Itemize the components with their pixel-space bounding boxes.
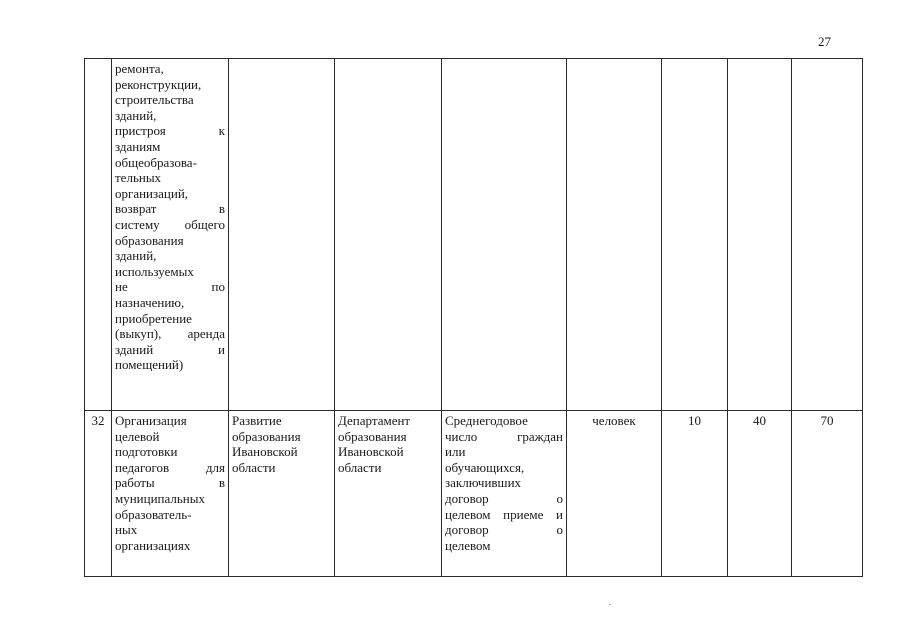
cell-text-line: муниципальных <box>115 490 206 506</box>
indicator-lines <box>445 413 563 553</box>
cell-text-line: Департамент <box>338 413 411 428</box>
cell-text-line: или <box>445 444 466 460</box>
cell-text-line: зданий, <box>115 248 157 264</box>
cell-text-line: зданий, <box>115 107 157 123</box>
cell-text-line: Организация <box>115 413 187 428</box>
cell-text-line: зданий и <box>115 341 225 357</box>
activity-lines-continuation <box>115 61 225 373</box>
cell-text-line: Развитие <box>232 413 282 428</box>
cell-activity <box>112 411 229 577</box>
cell-text-line: приобретение <box>115 310 192 326</box>
cell-number-empty <box>85 59 112 411</box>
cell-text-line: образования <box>232 428 301 444</box>
cell-row-number: 32 <box>85 411 112 577</box>
cell-text-line: ных <box>115 522 138 538</box>
cell-program <box>229 411 335 577</box>
cell-text-line: возврат в <box>115 201 225 217</box>
cell-text-line: Среднегодовое <box>445 413 528 428</box>
table-row-continuation <box>85 59 863 411</box>
cell-text-line: области <box>338 459 382 475</box>
cell-indicator <box>442 411 567 577</box>
cell-text-line: назначению, <box>115 294 185 310</box>
program-table <box>84 58 863 577</box>
cell-indicator-empty <box>442 59 567 411</box>
cell-value-3: 70 <box>792 411 863 577</box>
cell-text-line: целевом приеме и <box>445 506 563 522</box>
cell-executor <box>335 411 442 577</box>
scan-speck <box>609 604 611 605</box>
table-row-32 <box>85 411 863 577</box>
cell-text-line: образователь- <box>115 506 192 522</box>
cell-text-line: помещений) <box>115 357 184 373</box>
cell-value-3-empty <box>792 59 863 411</box>
cell-text-line: зданиям <box>115 138 161 154</box>
cell-text-line: Ивановской <box>232 444 298 460</box>
cell-text-line: образования <box>338 428 407 444</box>
cell-text-line: области <box>232 459 276 475</box>
cell-text-line: образования <box>115 232 184 248</box>
cell-text-line: (выкуп), аренда <box>115 326 225 342</box>
cell-program-empty <box>229 59 335 411</box>
cell-text-line: число граждан <box>445 428 563 444</box>
cell-text-line: подготовки <box>115 444 178 460</box>
program-lines <box>232 413 331 475</box>
cell-text-line: работы в <box>115 475 225 491</box>
cell-text-line: ремонта, <box>115 61 164 76</box>
cell-text-line: педагогов для <box>115 459 225 475</box>
cell-text-line: целевой <box>115 428 160 444</box>
cell-executor-empty <box>335 59 442 411</box>
cell-text-line: обучающихся, <box>445 459 525 475</box>
cell-value-2: 40 <box>728 411 792 577</box>
cell-text-line: организациях <box>115 537 191 553</box>
executor-lines <box>338 413 438 475</box>
cell-text-line: не по <box>115 279 225 295</box>
cell-text-line: общеобразова- <box>115 154 197 170</box>
cell-value-1-empty <box>662 59 728 411</box>
cell-text-line: пристроя к <box>115 123 225 139</box>
cell-text-line: тельных <box>115 170 162 186</box>
cell-activity-continuation <box>112 59 229 411</box>
cell-text-line: используемых <box>115 263 194 279</box>
cell-text-line: систему общего <box>115 216 225 232</box>
cell-value-1: 10 <box>662 411 728 577</box>
cell-text-line: договор о <box>445 490 563 506</box>
cell-text-line: договор о <box>445 522 563 538</box>
page-number: 27 <box>818 34 831 49</box>
cell-text-line: реконструкции, <box>115 76 202 92</box>
cell-text-line: заключивших <box>445 475 522 491</box>
cell-text-line: строительства <box>115 92 194 108</box>
cell-text-line: организаций, <box>115 185 189 201</box>
cell-value-2-empty <box>728 59 792 411</box>
cell-unit: человек <box>567 411 662 577</box>
cell-text-line: Ивановской <box>338 444 404 460</box>
cell-text-line: целевом <box>445 537 491 553</box>
cell-unit-empty <box>567 59 662 411</box>
activity-lines <box>115 413 225 553</box>
